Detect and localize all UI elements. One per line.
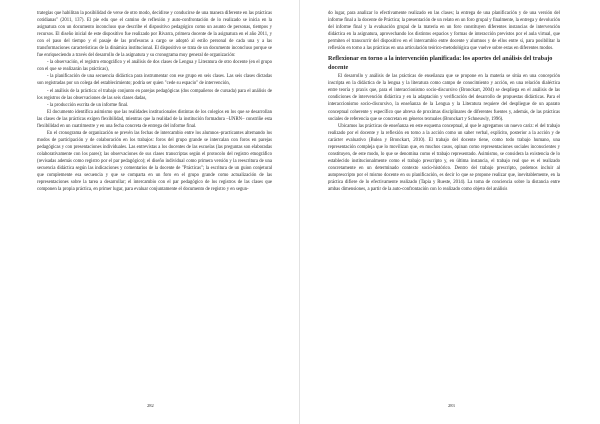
left-page-text (37, 10, 272, 193)
paragraph: trategias que habilitan la posibilidad de verse de otro modo, decidirse y conducirse de una manera diferente en las prácticas cotidianas" (2011, 137). El pie edu que el camino de reflexión y auto-confrontación de lo realizado se inicia en la asignatura con un documento inconcluso que describe el dispositivo pedagógico como un asunto de personas, tiempos y recursos. El diseño inicial de este dispositivo fue realizado por Rivarra, primera docente de la asignatura en el año 2011, y con el paso del tiempo y el pasaje de las profesoras a cargo se adoptó al estilo personal de cada una y a las transformaciones características de la dinámica institucional. El dispositivo se trata de un documento inconcluso porque se fue enriqueciendo a través del desarrollo de la asignatura y su cronograma muy general de organización: (37, 11, 272, 59)
page-number: 282 (147, 403, 154, 408)
paragraph: El documento identifica asimismo que las realidades institucionales distintas de los colegios en los que se desarrollan las clases de las prácticas exigen flexibilidad, mientras que la realidad de la institución formadora –UNRN– constriñe esta flexibilidad en un cuatrimestre y en una fecha concreta de entrega del informe final. (37, 109, 272, 129)
paragraph: Ubicamos las prácticas de enseñanza en este esquema conceptual, al que le agregamos un nuevo cariz: el del trabajo realizado por el docente y la reflexión en torno a la acción como un saber verbal, explícito, posterior a la acción y de carácter evaluativo (Bulea y Bronckart, 2010). El trabajo del docente tiene, como todo trabajo humano, una representación compleja que lo movilizan que, en muchos casos, opinan como representaciones sociales inconscientes y constituyen, de este modo, lo que se denomina como el trabajo representado. Asimismo, se considera la existencia de lo establecido institucionalmente como el trabajo prescripto y, en última instancia, el trabajo real que es el realizado concretamente en un determinado contexto socio-histórico. Dentro del trabajo prescripto, podemos incluir al autoprescripto por el mismo docente en su planificación, es decir lo que se propone realizar que, inevitablemente, en la práctica difiere de lo efectivamente realizado (Tapia y Rueste, 2014). La toma de conciencia sobre la distancia entre ambas dimensiones, a partir de la auto-confrontación con lo realizado como objeto del análisis (328, 123, 560, 193)
list-item: - la observación, el registro etnográfico y el análisis de dos clases de Lengua y Literatura de otro docente (en el grupo con el que se realizarán las prácticas), (37, 60, 272, 73)
paragraph: En el cronograma de organización se prevén las fechas de intercambio entre los alumnos–practicantes alternando los modos de participación y de colaboración en los trabajos: foros del grupo grande se intercalan con foros en parejas pedagógicas y con presentaciones individuales. Las entrevistas a los docentes de las escuelas (las preguntas son elaboradas colaborativamente con los pares); las observaciones de sus clases transcriptas según el protocolo del registro etnográfico (revisadas además como registro por el par pedagógico); el diseño individual como primera versión y la reescritura de una secuencia didáctica según las indicaciones y comentarios de la docente de "Prácticas"; la escritura de un guion conjetural que complemente esa secuencia y que se comparta en un foro en el grupo grande como actualización de las representaciones sobre la tarea a desarrollar; el intercambio con el par pedagógico de los registros de las clases que componen la propia práctica, en primer lugar, para evaluar conjuntamente el documento de registro y en segun- (37, 130, 272, 193)
paragraph: El desarrollo y análisis de las prácticas de enseñanza que se propone en la materia se sitúa en una concepción inscripta en la didáctica de la lengua y la literatura como campo de conocimiento y acción, en una relación dialéctica entre teoría y praxis que, para el interaccionismo socio-discursivo (Bronckart, 2004) se despliega en el análisis de las condiciones de intervención didáctica y en la adaptación y verificación del desarrollo de propuestas didácticas. Para el interaccionismo socio-discursivo, la enseñanza de la Lengua y la Literatura requiere del despliegue de un aparato conceptual coherente y específico que abreva de proximas disciplinares de diferentes fuentes y, además, de las prácticas sociales de referencia que se concretan en géneros textuales (Bronckart y Schneuwly, 1996). (328, 74, 560, 122)
page-number: 283 (448, 403, 455, 408)
list-item: - la producción escrita de un informe final. (47, 102, 129, 108)
paragraph: do lugar, para analizar lo efectivamente realizado en las clases; la entrega de una planificación y de una versión del informe final a la docente de Práctica; la presentación de un relato en un foro grupal y finalmente, la entrega y devolución del informe final y la evaluación grupal de la materia en un foro constituyen diferentes instancias de intervención didáctica en la asignatura, aprovechando los distintos espacios y formas de interacción previstos por el aula virtual, que permiten el transcurrir del dispositivo en el intercambio entre docente y alumnos y de ellos entre sí, para posibilitar la reflexión en torno a las prácticas en una articulación teórico-metodológica que vuelve sobre estas en diferentes modos. (328, 11, 560, 52)
right-page-text (328, 10, 560, 193)
right-page (300, 0, 600, 424)
list-item: - la planificación de una secuencia didáctica para instrumentar con ese grupo en seis clases. Las seis clases dictadas son registradas por un colega del establecimiento; podría ser quien "cede su espacio" de intervención, (37, 74, 272, 87)
section-heading: Reflexionar en torno a la intervención planificada: los aportes del análisis del trabajo docente (328, 55, 553, 72)
list-item: - el análisis de la práctica: el trabajo conjunto en parejas pedagógicas (dos compañeros de cursada) para el análisis de los registros de las observaciones de las seis clases dadas, (37, 88, 272, 101)
